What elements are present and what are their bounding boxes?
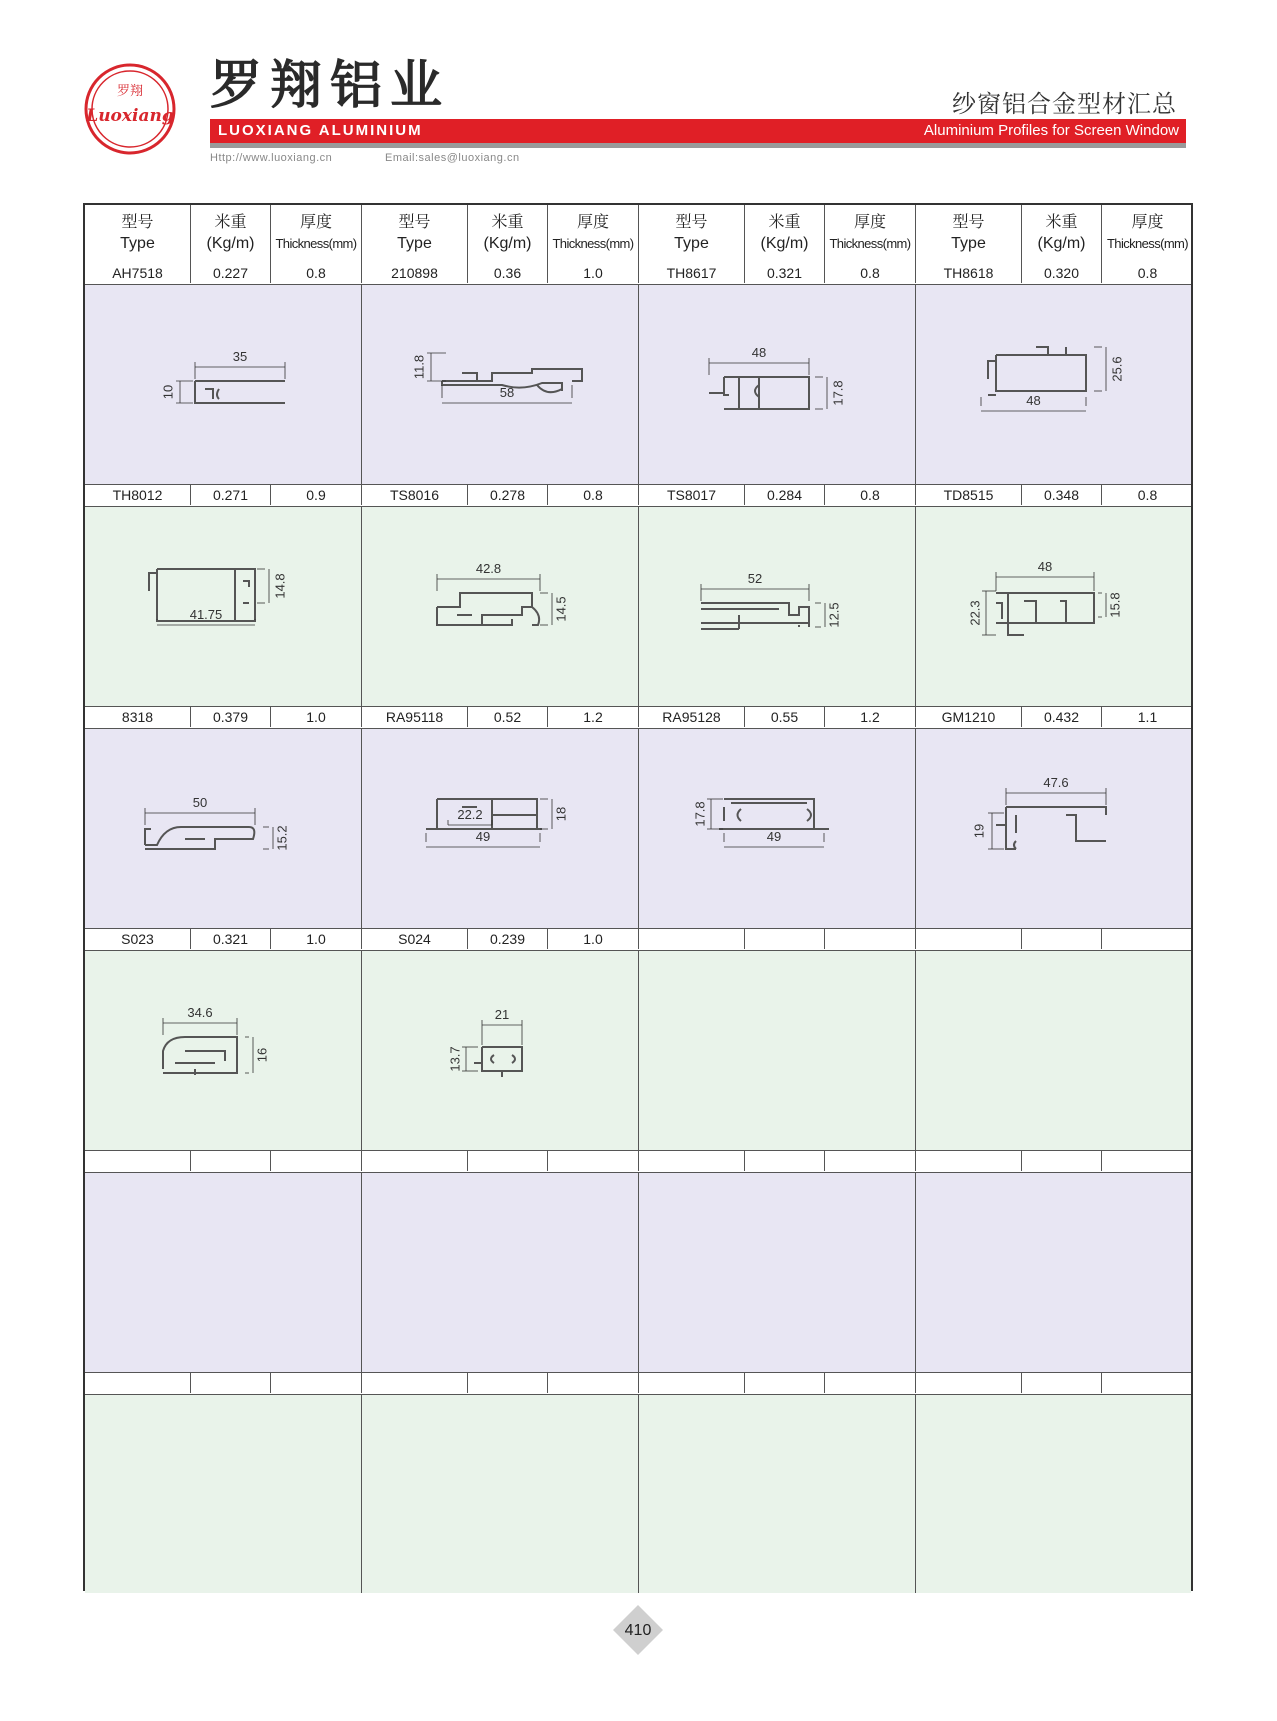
profile-drawing-cell bbox=[362, 507, 639, 706]
profile-thickness: 0.8 bbox=[825, 263, 916, 283]
dimension-label: 48 bbox=[1026, 393, 1041, 408]
profile-drawing-row bbox=[85, 507, 1191, 707]
profile-info-row bbox=[85, 485, 1191, 507]
profile-weight bbox=[1022, 929, 1102, 949]
profile-type: TS8016 bbox=[362, 485, 468, 505]
header-label-en: Type bbox=[951, 235, 986, 252]
dimension-label: 22.2 bbox=[457, 807, 483, 822]
profile-drawing-cell bbox=[639, 729, 916, 928]
header-label-en: Type bbox=[674, 235, 709, 252]
profile-type: TD8515 bbox=[916, 485, 1022, 505]
profile-drawing-cell bbox=[916, 285, 1193, 484]
profile-type: 210898 bbox=[362, 263, 468, 283]
header-cell bbox=[271, 205, 362, 263]
header-label-en: (Kg/m) bbox=[1037, 235, 1086, 252]
profile-outline bbox=[426, 799, 542, 829]
profile-drawing-row bbox=[85, 1173, 1191, 1373]
profile-type: GM1210 bbox=[916, 707, 1022, 727]
profile-weight: 0.278 bbox=[468, 485, 548, 505]
profile-cross-section bbox=[639, 507, 916, 707]
profile-cross-section bbox=[362, 951, 639, 1151]
profile-weight bbox=[468, 1373, 548, 1393]
profile-cross-section bbox=[916, 729, 1193, 929]
profile-thickness: 0.8 bbox=[1137, 487, 1158, 503]
dimension-label: 52 bbox=[747, 571, 763, 586]
email-link[interactable]: Email:sales@luoxiang.cn bbox=[385, 152, 520, 164]
profile-drawing-cell bbox=[362, 1395, 639, 1593]
profile-drawing-cell bbox=[916, 1395, 1193, 1593]
profile-cross-section bbox=[362, 729, 639, 929]
header-cell bbox=[362, 205, 468, 263]
subject-title-cn: 纱窗铝合金型材汇总 bbox=[952, 90, 1177, 118]
profile-thickness bbox=[1102, 1373, 1193, 1393]
profile-info-row bbox=[85, 1373, 1191, 1395]
dimension-label: 49 bbox=[475, 829, 491, 844]
dimension-label: 21 bbox=[494, 1007, 510, 1022]
dimension-label: 19 bbox=[971, 823, 987, 839]
profile-type: TS8017 bbox=[639, 485, 745, 505]
header-label-cn: 型号 bbox=[675, 212, 708, 231]
dimension-label: 48 bbox=[1037, 559, 1053, 574]
dimension-label: 50 bbox=[192, 795, 208, 810]
header-label-cn: 型号 bbox=[398, 212, 431, 231]
profile-drawing-cell bbox=[639, 951, 916, 1150]
profile-weight bbox=[468, 1151, 548, 1171]
profile-thickness bbox=[825, 1151, 916, 1171]
profile-weight: 0.36 bbox=[468, 263, 548, 283]
header-band-shadow bbox=[210, 143, 1186, 148]
profile-weight bbox=[191, 1373, 271, 1393]
header-label-en: Thickness(mm) bbox=[1106, 236, 1189, 251]
page-number: 410 bbox=[624, 1622, 652, 1639]
profile-drawing-cell bbox=[916, 1173, 1193, 1372]
dimension-label: 35 bbox=[232, 349, 248, 364]
profile-weight: 0.379 bbox=[191, 707, 271, 727]
header-cell bbox=[825, 205, 916, 263]
header-cell bbox=[548, 205, 639, 263]
dimension-label: 34.6 bbox=[187, 1005, 213, 1020]
profile-drawing-cell bbox=[85, 507, 362, 706]
profile-drawing-cell bbox=[639, 285, 916, 484]
profile-thickness: 1.0 bbox=[548, 263, 639, 283]
profile-type bbox=[916, 1151, 1022, 1171]
profile-thickness bbox=[825, 929, 916, 949]
header-label-cn: 米重 bbox=[491, 212, 524, 231]
header-label-cn: 型号 bbox=[121, 212, 154, 231]
profile-type bbox=[639, 1151, 745, 1171]
profile-weight: 0.432 bbox=[1022, 707, 1102, 727]
profile-outline bbox=[474, 1047, 522, 1077]
profile-type: RA95128 bbox=[639, 707, 745, 727]
profile-outline bbox=[719, 799, 829, 829]
profile-type bbox=[916, 1373, 1022, 1393]
profile-weight bbox=[1022, 1151, 1102, 1171]
profile-type: AH7518 bbox=[85, 263, 191, 283]
profile-drawing-cell bbox=[85, 1395, 362, 1593]
profile-weight: 0.320 bbox=[1022, 263, 1102, 283]
dimension-label: 15.2 bbox=[274, 825, 290, 851]
header-label-en: Thickness(mm) bbox=[552, 236, 634, 251]
dimension-label: 48 bbox=[751, 345, 767, 360]
profile-thickness: 0.8 bbox=[271, 263, 362, 283]
profile-weight: 0.227 bbox=[191, 263, 271, 283]
profile-drawing-cell bbox=[362, 951, 639, 1150]
profile-weight bbox=[1022, 1373, 1102, 1393]
profile-drawing-row bbox=[85, 729, 1191, 929]
profile-thickness bbox=[548, 1373, 639, 1393]
profile-cross-section bbox=[916, 507, 1193, 707]
profile-thickness bbox=[271, 1151, 362, 1171]
header-label-cn: 厚度 bbox=[1131, 212, 1164, 231]
dimension-label: 10 bbox=[160, 384, 176, 400]
profile-thickness: 1.2 bbox=[825, 707, 916, 727]
header-cell bbox=[916, 205, 1022, 263]
profile-drawing-cell bbox=[85, 1173, 362, 1372]
dimension-label: 15.8 bbox=[1107, 592, 1123, 618]
dimension-label: 22.3 bbox=[967, 600, 983, 626]
profile-outline bbox=[996, 807, 1106, 849]
subject-title-en: Aluminium Profiles for Screen Window bbox=[923, 122, 1179, 139]
header-cell bbox=[745, 205, 825, 263]
header-cell bbox=[191, 205, 271, 263]
luoxiang-logo bbox=[84, 63, 176, 155]
header-label-cn: 厚度 bbox=[299, 212, 332, 231]
profile-drawing-row bbox=[85, 951, 1191, 1151]
profile-type: S024 bbox=[362, 929, 468, 949]
header-label-cn: 型号 bbox=[952, 212, 985, 231]
profile-info-row bbox=[85, 1151, 1191, 1173]
profile-weight: 0.321 bbox=[745, 263, 825, 283]
profile-outline bbox=[195, 381, 285, 403]
profile-thickness: 1.1 bbox=[1137, 709, 1158, 725]
profile-thickness: 1.2 bbox=[548, 707, 639, 727]
profile-weight bbox=[191, 1151, 271, 1171]
profile-thickness bbox=[271, 1373, 362, 1393]
profile-outline bbox=[163, 1037, 237, 1075]
dimension-label: 12.5 bbox=[826, 602, 842, 628]
brand-name-en: LUOXIANG ALUMINIUM bbox=[218, 122, 423, 139]
profile-thickness: 0.8 bbox=[548, 485, 639, 505]
profile-drawing-cell bbox=[85, 951, 362, 1150]
profile-cross-section bbox=[85, 285, 362, 485]
profile-type bbox=[639, 1373, 745, 1393]
profile-cross-section bbox=[85, 729, 362, 929]
profile-thickness: 1.0 bbox=[271, 707, 362, 727]
profile-type: TH8012 bbox=[85, 485, 191, 505]
profile-drawing-cell bbox=[639, 1173, 916, 1372]
profile-cross-section bbox=[362, 507, 639, 707]
profile-thickness: 1.0 bbox=[271, 929, 362, 949]
header-label-en: (Kg/m) bbox=[206, 235, 255, 252]
header-label-cn: 米重 bbox=[1045, 212, 1078, 231]
dimension-label: 47.6 bbox=[1043, 775, 1069, 790]
header-label-en: Thickness(mm) bbox=[275, 236, 357, 251]
profile-thickness: 1.0 bbox=[548, 929, 639, 949]
header-label-cn: 米重 bbox=[768, 212, 801, 231]
profile-weight: 0.271 bbox=[191, 485, 271, 505]
profile-weight: 0.321 bbox=[191, 929, 271, 949]
profile-weight bbox=[745, 1151, 825, 1171]
header-cell bbox=[468, 205, 548, 263]
header-label-en: Type bbox=[120, 235, 155, 252]
profile-drawing-cell bbox=[362, 729, 639, 928]
profile-drawing-cell bbox=[362, 1173, 639, 1372]
profile-info-row bbox=[85, 929, 1191, 951]
profile-cross-section bbox=[639, 285, 916, 485]
profile-cross-section bbox=[85, 507, 362, 707]
profile-drawing-row bbox=[85, 285, 1191, 485]
profile-drawing-cell bbox=[639, 507, 916, 706]
profile-thickness: 0.8 bbox=[1137, 265, 1158, 281]
dimension-label: 41.75 bbox=[189, 607, 223, 622]
header-cell bbox=[85, 205, 191, 263]
dimension-label: 17.8 bbox=[692, 801, 708, 827]
profile-thickness bbox=[548, 1151, 639, 1171]
profile-weight: 0.348 bbox=[1022, 485, 1102, 505]
dimension-label: 17.8 bbox=[830, 380, 846, 406]
dimension-label: 58 bbox=[499, 385, 515, 400]
profile-type: RA95118 bbox=[362, 707, 468, 727]
header-label-cn: 米重 bbox=[214, 212, 247, 231]
profile-info-row bbox=[85, 707, 1191, 729]
header-label-cn: 厚度 bbox=[576, 212, 609, 231]
profile-weight bbox=[745, 1373, 825, 1393]
profile-drawing-cell bbox=[362, 285, 639, 484]
dimension-label: 42.8 bbox=[475, 561, 502, 576]
profile-cross-section bbox=[916, 285, 1193, 485]
dimension-label: 14.8 bbox=[272, 573, 288, 599]
header-label-en: (Kg/m) bbox=[483, 235, 532, 252]
profile-drawing-cell bbox=[916, 729, 1193, 928]
profile-table bbox=[83, 203, 1193, 1591]
profile-thickness bbox=[1102, 1151, 1193, 1171]
header-label-en: Thickness(mm) bbox=[829, 236, 911, 251]
profile-drawing-cell bbox=[916, 951, 1193, 1150]
header-label-cn: 厚度 bbox=[853, 212, 886, 231]
dimension-label: 16 bbox=[254, 1047, 270, 1063]
profile-weight: 0.239 bbox=[468, 929, 548, 949]
page-number-badge bbox=[612, 1604, 664, 1656]
header-label-en: (Kg/m) bbox=[760, 235, 809, 252]
profile-outline bbox=[145, 827, 254, 849]
website-link[interactable]: Http://www.luoxiang.cn bbox=[210, 152, 333, 164]
profile-type bbox=[362, 1151, 468, 1171]
profile-info-row bbox=[85, 263, 1191, 285]
dimension-label: 14.5 bbox=[553, 596, 569, 622]
profile-outline bbox=[988, 347, 1086, 395]
profile-weight: 0.55 bbox=[745, 707, 825, 727]
profile-weight bbox=[745, 929, 825, 949]
profile-thickness: 0.9 bbox=[271, 485, 362, 505]
profile-outline bbox=[709, 377, 809, 409]
profile-thickness bbox=[825, 1373, 916, 1393]
header-cell bbox=[1102, 205, 1193, 263]
svg-text:罗翔: 罗翔 bbox=[116, 84, 144, 99]
profile-cross-section bbox=[639, 729, 916, 929]
profile-outline bbox=[701, 603, 809, 629]
dimension-label: 49 bbox=[766, 829, 782, 844]
profile-drawing-cell bbox=[916, 507, 1193, 706]
profile-type bbox=[85, 1151, 191, 1171]
table-header-row bbox=[85, 205, 1191, 264]
profile-drawing-cell bbox=[639, 1395, 916, 1593]
profile-type: S023 bbox=[85, 929, 191, 949]
profile-type bbox=[639, 929, 745, 949]
dimension-label: 18 bbox=[553, 806, 569, 822]
profile-weight: 0.284 bbox=[745, 485, 825, 505]
dimension-label: 25.6 bbox=[1109, 356, 1125, 382]
profile-thickness: 0.8 bbox=[825, 485, 916, 505]
dimension-label: 11.8 bbox=[411, 354, 427, 380]
profile-thickness bbox=[1102, 929, 1193, 949]
header-cell bbox=[639, 205, 745, 263]
profile-drawing-row bbox=[85, 1395, 1191, 1593]
profile-weight: 0.52 bbox=[468, 707, 548, 727]
profile-drawing-cell bbox=[85, 285, 362, 484]
profile-cross-section bbox=[362, 285, 639, 485]
profile-cross-section bbox=[85, 951, 362, 1151]
brand-name-cn: 罗翔铝业 bbox=[210, 56, 451, 116]
profile-type bbox=[85, 1373, 191, 1393]
header-cell bbox=[1022, 205, 1102, 263]
profile-outline bbox=[437, 593, 539, 625]
profile-type bbox=[362, 1373, 468, 1393]
dimension-label: 13.7 bbox=[447, 1046, 463, 1072]
profile-type: TH8617 bbox=[639, 263, 745, 283]
profile-drawing-cell bbox=[85, 729, 362, 928]
profile-type bbox=[916, 929, 1022, 949]
profile-type: TH8618 bbox=[916, 263, 1022, 283]
profile-outline bbox=[996, 593, 1094, 635]
svg-text:Luoxiang: Luoxiang bbox=[86, 106, 174, 126]
header-label-en: Type bbox=[397, 235, 432, 252]
profile-type: 8318 bbox=[85, 707, 191, 727]
